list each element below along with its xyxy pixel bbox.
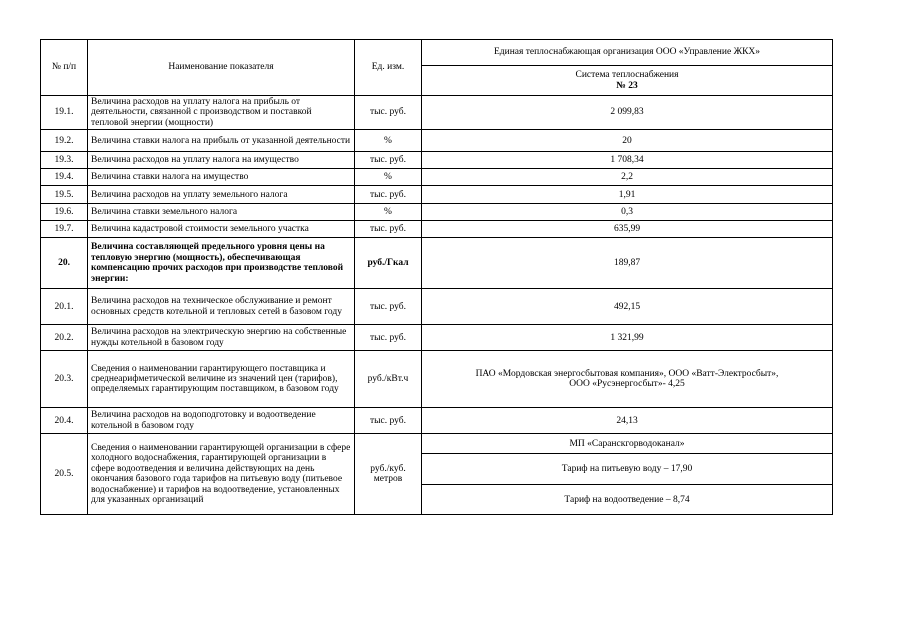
table-row <box>41 351 833 408</box>
table-row <box>41 434 833 454</box>
row-value: 20 <box>422 130 833 152</box>
row-name: Величина расходов на уплату налога на имущество <box>88 152 355 169</box>
row-name: Величина ставки земельного налога <box>88 204 355 221</box>
row-value-sewage-tariff: Тариф на водоотведение – 8,74 <box>422 485 833 515</box>
row-num: 20.4. <box>41 408 88 434</box>
row-num: 20. <box>41 238 88 289</box>
header-org: Единая теплоснабжающая организация ООО «Управление ЖКХ» <box>422 40 833 66</box>
row-value: 2 099,83 <box>422 96 833 130</box>
row-name: Величина ставки налога на прибыль от указанной деятельности <box>88 130 355 152</box>
row-value-supplier: МП «Саранскгорводоканал» <box>422 434 833 454</box>
row-name: Величина расходов на водоподготовку и водоотведение котельной в базовом году <box>88 408 355 434</box>
row-unit: руб./куб. метров <box>355 434 422 515</box>
row-value: 492,15 <box>422 289 833 325</box>
row-value: 635,99 <box>422 221 833 238</box>
table-header-row <box>41 40 833 66</box>
row-value: 1,91 <box>422 186 833 204</box>
row-name: Величина расходов на электрическую энергию на собственные нужды котельной в базовом году <box>88 325 355 351</box>
row-name: Величина расходов на техническое обслуживание и ремонт основных средств котельной и тепловых сетей в базовом году <box>88 289 355 325</box>
header-system <box>422 66 833 96</box>
row-unit: тыс. руб. <box>355 408 422 434</box>
row-unit: тыс. руб. <box>355 186 422 204</box>
header-num: № п/п <box>41 40 88 96</box>
indicators-table <box>40 39 833 515</box>
row-value-line: ООО «Русэнергосбыт»- 4,25 <box>569 379 685 390</box>
row-num: 20.2. <box>41 325 88 351</box>
row-num: 19.5. <box>41 186 88 204</box>
row-num: 19.7. <box>41 221 88 238</box>
header-system-number: № 23 <box>616 80 638 91</box>
row-unit: % <box>355 130 422 152</box>
row-name: Сведения о наименовании гарантирующей организации в сфере холодного водоснабжения, гарантирующей организации в сфере водоотведения и величина действующих на день окончания базового года тарифов на питьевую воду (питьевое водоснабжение) и тарифов на водоотведение, установленных для указанных организаций <box>88 434 355 515</box>
table-row <box>41 130 833 152</box>
row-value: 24,13 <box>422 408 833 434</box>
row-num: 20.1. <box>41 289 88 325</box>
row-value: 1 708,34 <box>422 152 833 169</box>
row-value: 1 321,99 <box>422 325 833 351</box>
table-row <box>41 221 833 238</box>
table-row <box>41 186 833 204</box>
table-row <box>41 289 833 325</box>
row-num: 19.3. <box>41 152 88 169</box>
row-num: 20.5. <box>41 434 88 515</box>
row-name: Величина кадастровой стоимости земельного участка <box>88 221 355 238</box>
table-row <box>41 204 833 221</box>
row-num: 19.2. <box>41 130 88 152</box>
row-name: Величина расходов на уплату налога на прибыль от деятельности, связанной с производством и поставкой тепловой энергии (мощности) <box>88 96 355 130</box>
row-num: 19.4. <box>41 169 88 186</box>
row-value: 189,87 <box>422 238 833 289</box>
row-name: Величина расходов на уплату земельного налога <box>88 186 355 204</box>
table-row <box>41 169 833 186</box>
table-row <box>41 238 833 289</box>
table-row <box>41 96 833 130</box>
row-num: 20.3. <box>41 351 88 408</box>
row-name: Величина ставки налога на имущество <box>88 169 355 186</box>
row-unit: % <box>355 169 422 186</box>
header-name: Наименование показателя <box>88 40 355 96</box>
row-num: 19.1. <box>41 96 88 130</box>
row-value-water-tariff: Тариф на питьевую воду – 17,90 <box>422 454 833 485</box>
row-unit: тыс. руб. <box>355 221 422 238</box>
row-unit: тыс. руб. <box>355 96 422 130</box>
table-row <box>41 325 833 351</box>
table-row <box>41 408 833 434</box>
row-unit: % <box>355 204 422 221</box>
header-unit: Ед. изм. <box>355 40 422 96</box>
row-value-line: ПАО «Мордовская энергосбытовая компания», ООО «Ватт-Электросбыт», <box>475 368 779 379</box>
row-unit: руб./Гкал <box>355 238 422 289</box>
row-unit: тыс. руб. <box>355 325 422 351</box>
row-name: Величина составляющей предельного уровня цены на тепловую энергию (мощность), обеспечивающая компенсацию прочих расходов при производстве тепловой энергии: <box>88 238 355 289</box>
row-name: Сведения о наименовании гарантирующего поставщика и среднеарифметической величине из значений цен (тарифов), определяемых гарантирующим поставщиком, в базовом году <box>88 351 355 408</box>
header-system-label: Система теплоснабжения <box>575 70 679 81</box>
row-unit: руб./кВт.ч <box>355 351 422 408</box>
row-value <box>422 351 833 408</box>
row-unit: тыс. руб. <box>355 152 422 169</box>
row-value: 0,3 <box>422 204 833 221</box>
row-value: 2,2 <box>422 169 833 186</box>
row-num: 19.6. <box>41 204 88 221</box>
table-row <box>41 152 833 169</box>
row-unit: тыс. руб. <box>355 289 422 325</box>
